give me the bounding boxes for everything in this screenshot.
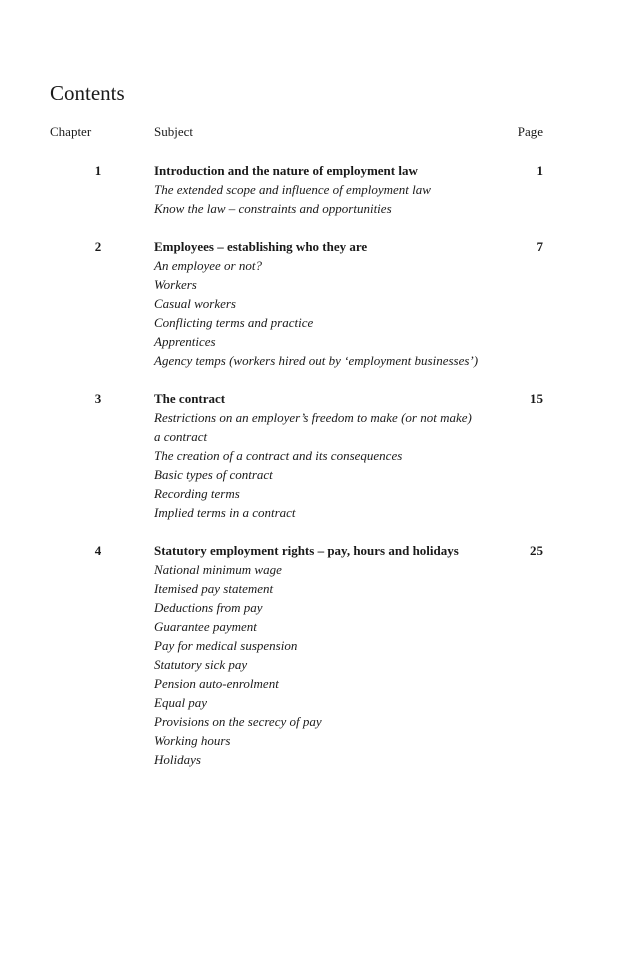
- chapter-title[interactable]: Employees – establishing who they are: [154, 239, 368, 254]
- subtopic-item[interactable]: Workers: [154, 277, 197, 292]
- chapter-page-number: 25: [530, 543, 543, 558]
- column-header-page: Page: [517, 124, 543, 139]
- chapter-title[interactable]: Statutory employment rights – pay, hours and holidays: [154, 543, 459, 558]
- subtopic-item[interactable]: Casual workers: [154, 296, 236, 311]
- chapter-subtopics: [154, 560, 524, 769]
- subtopic-item[interactable]: Agency temps (workers hired out by ‘employment businesses’): [154, 353, 479, 368]
- chapter-number: 2: [94, 239, 102, 254]
- chapter-number: 3: [94, 391, 102, 406]
- subtopic-item[interactable]: Restrictions on an employer’s freedom to make (or not make): [154, 410, 472, 425]
- subtopic-item[interactable]: Basic types of contract: [154, 467, 273, 482]
- subtopic-item[interactable]: Recording terms: [154, 486, 240, 501]
- subtopic-item[interactable]: The creation of a contract and its consequences: [154, 448, 403, 463]
- column-header-chapter: Chapter: [50, 124, 92, 139]
- chapter-subtopics: [154, 256, 524, 370]
- subtopic-item[interactable]: Conflicting terms and practice: [154, 315, 314, 330]
- column-header-subject: Subject: [154, 124, 193, 139]
- subtopic-item[interactable]: Pay for medical suspension: [154, 638, 298, 653]
- chapter-title[interactable]: The contract: [154, 391, 226, 406]
- subtopic-item[interactable]: Know the law – constraints and opportunities: [154, 201, 392, 216]
- subtopic-item[interactable]: Working hours: [154, 733, 231, 748]
- subtopic-item[interactable]: Equal pay: [154, 695, 208, 710]
- subtopic-item[interactable]: a contract: [154, 429, 208, 444]
- page-title: Contents: [50, 81, 125, 105]
- subtopic-item[interactable]: Statutory sick pay: [154, 657, 248, 672]
- chapter-title[interactable]: Introduction and the nature of employment law: [154, 163, 418, 178]
- subtopic-item[interactable]: Apprentices: [154, 334, 216, 349]
- subtopic-item[interactable]: Pension auto-enrolment: [154, 676, 279, 691]
- subtopic-item[interactable]: The extended scope and influence of employment law: [154, 182, 431, 197]
- subtopic-item[interactable]: Holidays: [154, 752, 201, 767]
- subtopic-item[interactable]: Provisions on the secrecy of pay: [154, 714, 322, 729]
- subtopic-item[interactable]: Guarantee payment: [154, 619, 257, 634]
- chapter-subtopics: [154, 180, 524, 218]
- subtopic-item[interactable]: Itemised pay statement: [154, 581, 274, 596]
- chapter-number: 4: [94, 543, 102, 558]
- chapter-subtopics: [154, 408, 524, 522]
- chapter-page-number: 15: [530, 391, 543, 406]
- subtopic-item[interactable]: Implied terms in a contract: [154, 505, 296, 520]
- subtopic-item[interactable]: Deductions from pay: [154, 600, 263, 615]
- chapter-page-number: 1: [536, 163, 543, 178]
- chapter-page-number: 7: [536, 239, 543, 254]
- chapter-number: 1: [94, 163, 102, 178]
- subtopic-item[interactable]: National minimum wage: [154, 562, 282, 577]
- subtopic-item[interactable]: An employee or not?: [154, 258, 262, 273]
